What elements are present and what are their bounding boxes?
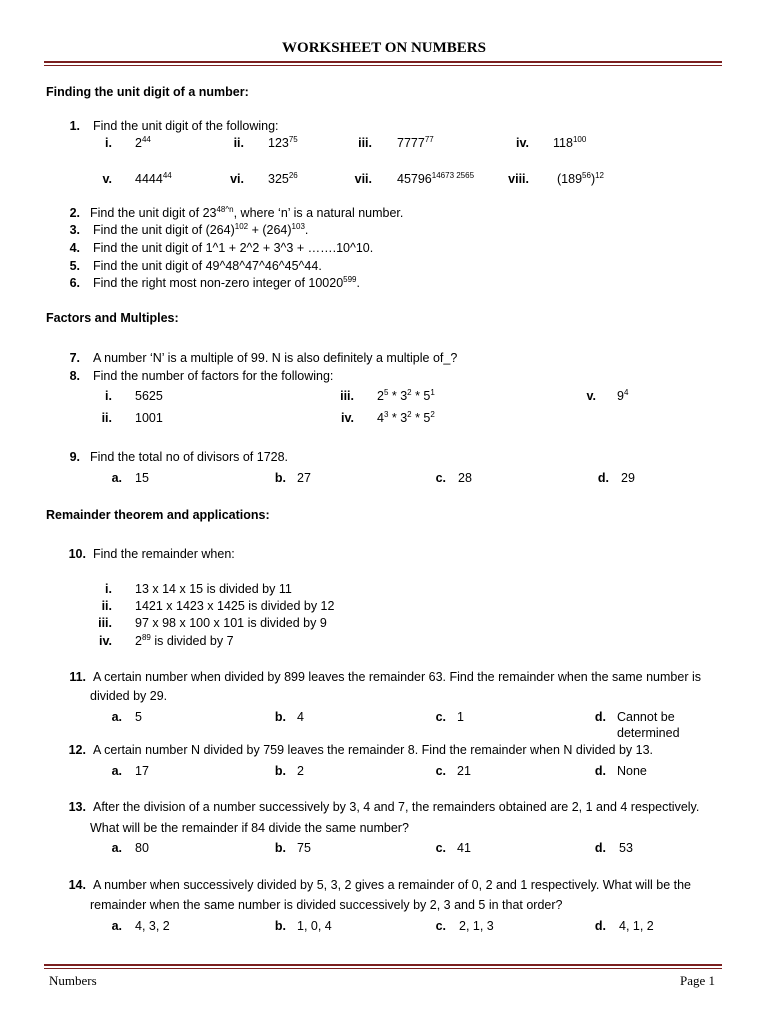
footer-rule — [44, 964, 722, 966]
option-label: b. — [274, 841, 286, 855]
item-expression: 4444$^{44}$ — [135, 170, 172, 186]
option-label: b. — [274, 764, 286, 778]
item-expression: $45796^{14673 2565}$ — [397, 170, 475, 186]
option-value: Cannot be — [617, 710, 675, 724]
footer-section-name: Numbers — [49, 973, 97, 988]
item-numeral: ii. — [101, 599, 112, 613]
item-text: 13 x 14 x 15 is divided by 11 — [135, 582, 292, 596]
item-numeral: ii. — [101, 411, 112, 425]
page-number: Page 1 — [680, 973, 716, 988]
section-heading-factors: Factors and Multiples: — [46, 311, 179, 325]
question-text-cont: divided by 29. — [90, 689, 168, 703]
item-numeral: ii. — [233, 136, 244, 150]
option-label: a. — [111, 841, 122, 855]
question-text: After the division of a number successively by 3, 4 and 7, the remainders obtained are 2, 1 and 4 respectively. — [93, 800, 700, 814]
option-label: a. — [111, 764, 122, 778]
option-value: 53 — [619, 841, 633, 855]
option-value: 75 — [297, 841, 311, 855]
option-value: 80 — [135, 841, 149, 855]
header-rule — [44, 61, 722, 63]
item-text: 97 x 98 x 100 x 101 is divided by 9 — [135, 616, 327, 630]
question-text: A number when successively divided by 5, 3, 2 gives a remainder of 0, 2 and 1 respectively. What will be the — [93, 878, 691, 892]
question-text: Find the total no of divisors of 1728. — [90, 450, 289, 464]
option-label: d. — [594, 919, 606, 933]
question-number: 10. — [68, 547, 86, 561]
item-text: 1421 x 1423 x 1425 is divided by 12 — [135, 599, 335, 613]
question-number: 14. — [68, 878, 86, 892]
item-numeral: viii. — [508, 172, 529, 186]
option-label: a. — [111, 471, 122, 485]
question-number: 5. — [69, 259, 80, 273]
question-text-cont: What will be the remainder if 84 divide the same number? — [90, 821, 409, 835]
question-text: A certain number N divided by 759 leaves the remainder 8. Find the remainder when N divided by 13. — [93, 743, 654, 757]
item-numeral: vii. — [354, 172, 372, 186]
item-expression: $2^5 * 3^2 * 5^1$ — [377, 387, 435, 403]
option-value: 29 — [621, 471, 635, 485]
option-label: a. — [111, 919, 122, 933]
item-expression: $9^4$ — [617, 387, 629, 403]
question-number: 7. — [69, 351, 80, 365]
item-numeral: vi. — [230, 172, 244, 186]
question-number: 12. — [68, 743, 86, 757]
option-label: b. — [274, 710, 286, 724]
item-numeral: v. — [586, 389, 596, 403]
option-label: b. — [274, 919, 286, 933]
item-numeral: iii. — [98, 616, 112, 630]
option-value: None — [617, 764, 647, 778]
question-text: A certain number when divided by 899 leaves the remainder 63. Find the remainder when the same number is — [93, 670, 701, 684]
option-value: 5 — [135, 710, 142, 724]
option-value: 27 — [297, 471, 311, 485]
option-label: d. — [597, 471, 609, 485]
option-label: c. — [435, 764, 446, 778]
question-number: 6. — [69, 276, 80, 290]
option-value: 1 — [457, 710, 464, 724]
option-value-cont: determined — [617, 726, 680, 740]
question-text: Find the unit digit of 49^48^47^46^45^44. — [93, 259, 322, 273]
question-text: Find the unit digit of the following: — [93, 119, 279, 133]
option-label: c. — [435, 710, 446, 724]
option-value: 4, 3, 2 — [135, 919, 170, 933]
option-value: 4, 1, 2 — [619, 919, 654, 933]
question-text-cont: remainder when the same number is divided successively by 2, 3 and 5 in that order? — [90, 898, 563, 912]
item-expression: $(189^{56})^{12}$ — [557, 170, 605, 186]
option-label: c. — [435, 841, 446, 855]
question-text: Find the unit digit of $(264)^{102} + (264)^{103}$. — [93, 221, 309, 237]
question-text: Find the number of factors for the following: — [93, 369, 334, 383]
item-numeral: i. — [105, 389, 112, 403]
question-number: 1. — [69, 119, 80, 133]
question-number: 11. — [69, 670, 86, 684]
item-expression: $325^{26}$ — [268, 170, 298, 186]
item-text: $2^{89}$ is divided by 7 — [135, 632, 234, 648]
question-number: 2. — [69, 206, 80, 220]
option-label: c. — [435, 471, 446, 485]
option-label: a. — [111, 710, 122, 724]
item-expression: $118^{100}$ — [553, 134, 587, 150]
item-expression: $123^{75}$ — [268, 134, 298, 150]
item-numeral: iii. — [358, 136, 372, 150]
option-value: 21 — [457, 764, 471, 778]
item-numeral: iv. — [341, 411, 354, 425]
option-value: 41 — [457, 841, 471, 855]
footer-rule-thin — [44, 968, 722, 969]
item-numeral: iv. — [99, 634, 112, 648]
item-numeral: i. — [105, 582, 112, 596]
question-text: Find the remainder when: — [93, 547, 235, 561]
question-number: 4. — [69, 241, 80, 255]
question-number: 13. — [68, 800, 86, 814]
option-label: b. — [274, 471, 286, 485]
question-number: 9. — [69, 450, 80, 464]
question-number: 3. — [69, 223, 80, 237]
header-rule-thin — [44, 65, 722, 66]
option-value: 1, 0, 4 — [297, 919, 332, 933]
item-expression: $4^3 * 3^2 * 5^2$ — [377, 409, 435, 425]
option-value: 2, 1, 3 — [459, 919, 494, 933]
question-number: 8. — [69, 369, 80, 383]
option-label: d. — [594, 841, 606, 855]
option-label: c. — [435, 919, 446, 933]
question-text: Find the unit digit of 1^1 + 2^2 + 3^3 + …….10^10. — [93, 241, 374, 255]
item-numeral: iv. — [516, 136, 529, 150]
section-heading-unit-digit: Finding the unit digit of a number: — [46, 85, 249, 99]
item-numeral: v. — [102, 172, 112, 186]
section-heading-remainder: Remainder theorem and applications: — [46, 508, 270, 522]
item-expression: 7777$^{77}$ — [397, 134, 434, 150]
question-text: A number ‘N’ is a multiple of 99. N is also definitely a multiple of_? — [93, 351, 458, 365]
option-value: 17 — [135, 764, 149, 778]
item-numeral: iii. — [340, 389, 354, 403]
option-label: d. — [594, 764, 606, 778]
option-value: 28 — [458, 471, 472, 485]
option-label: d. — [594, 710, 606, 724]
item-expression: 1001 — [135, 411, 163, 425]
option-value: 2 — [297, 764, 304, 778]
option-value: 4 — [297, 710, 304, 724]
item-expression: 5625 — [135, 389, 163, 403]
question-text: Find the unit digit of $23^{48\^{}n}$, where ‘n’ is a natural number. — [90, 204, 404, 220]
option-value: 15 — [135, 471, 149, 485]
page-title: WORKSHEET ON NUMBERS — [282, 40, 486, 56]
question-text: Find the right most non-zero integer of 10020$^{599}$. — [93, 274, 360, 290]
item-expression: $2^{44}$ — [135, 134, 151, 150]
item-numeral: i. — [105, 136, 112, 150]
